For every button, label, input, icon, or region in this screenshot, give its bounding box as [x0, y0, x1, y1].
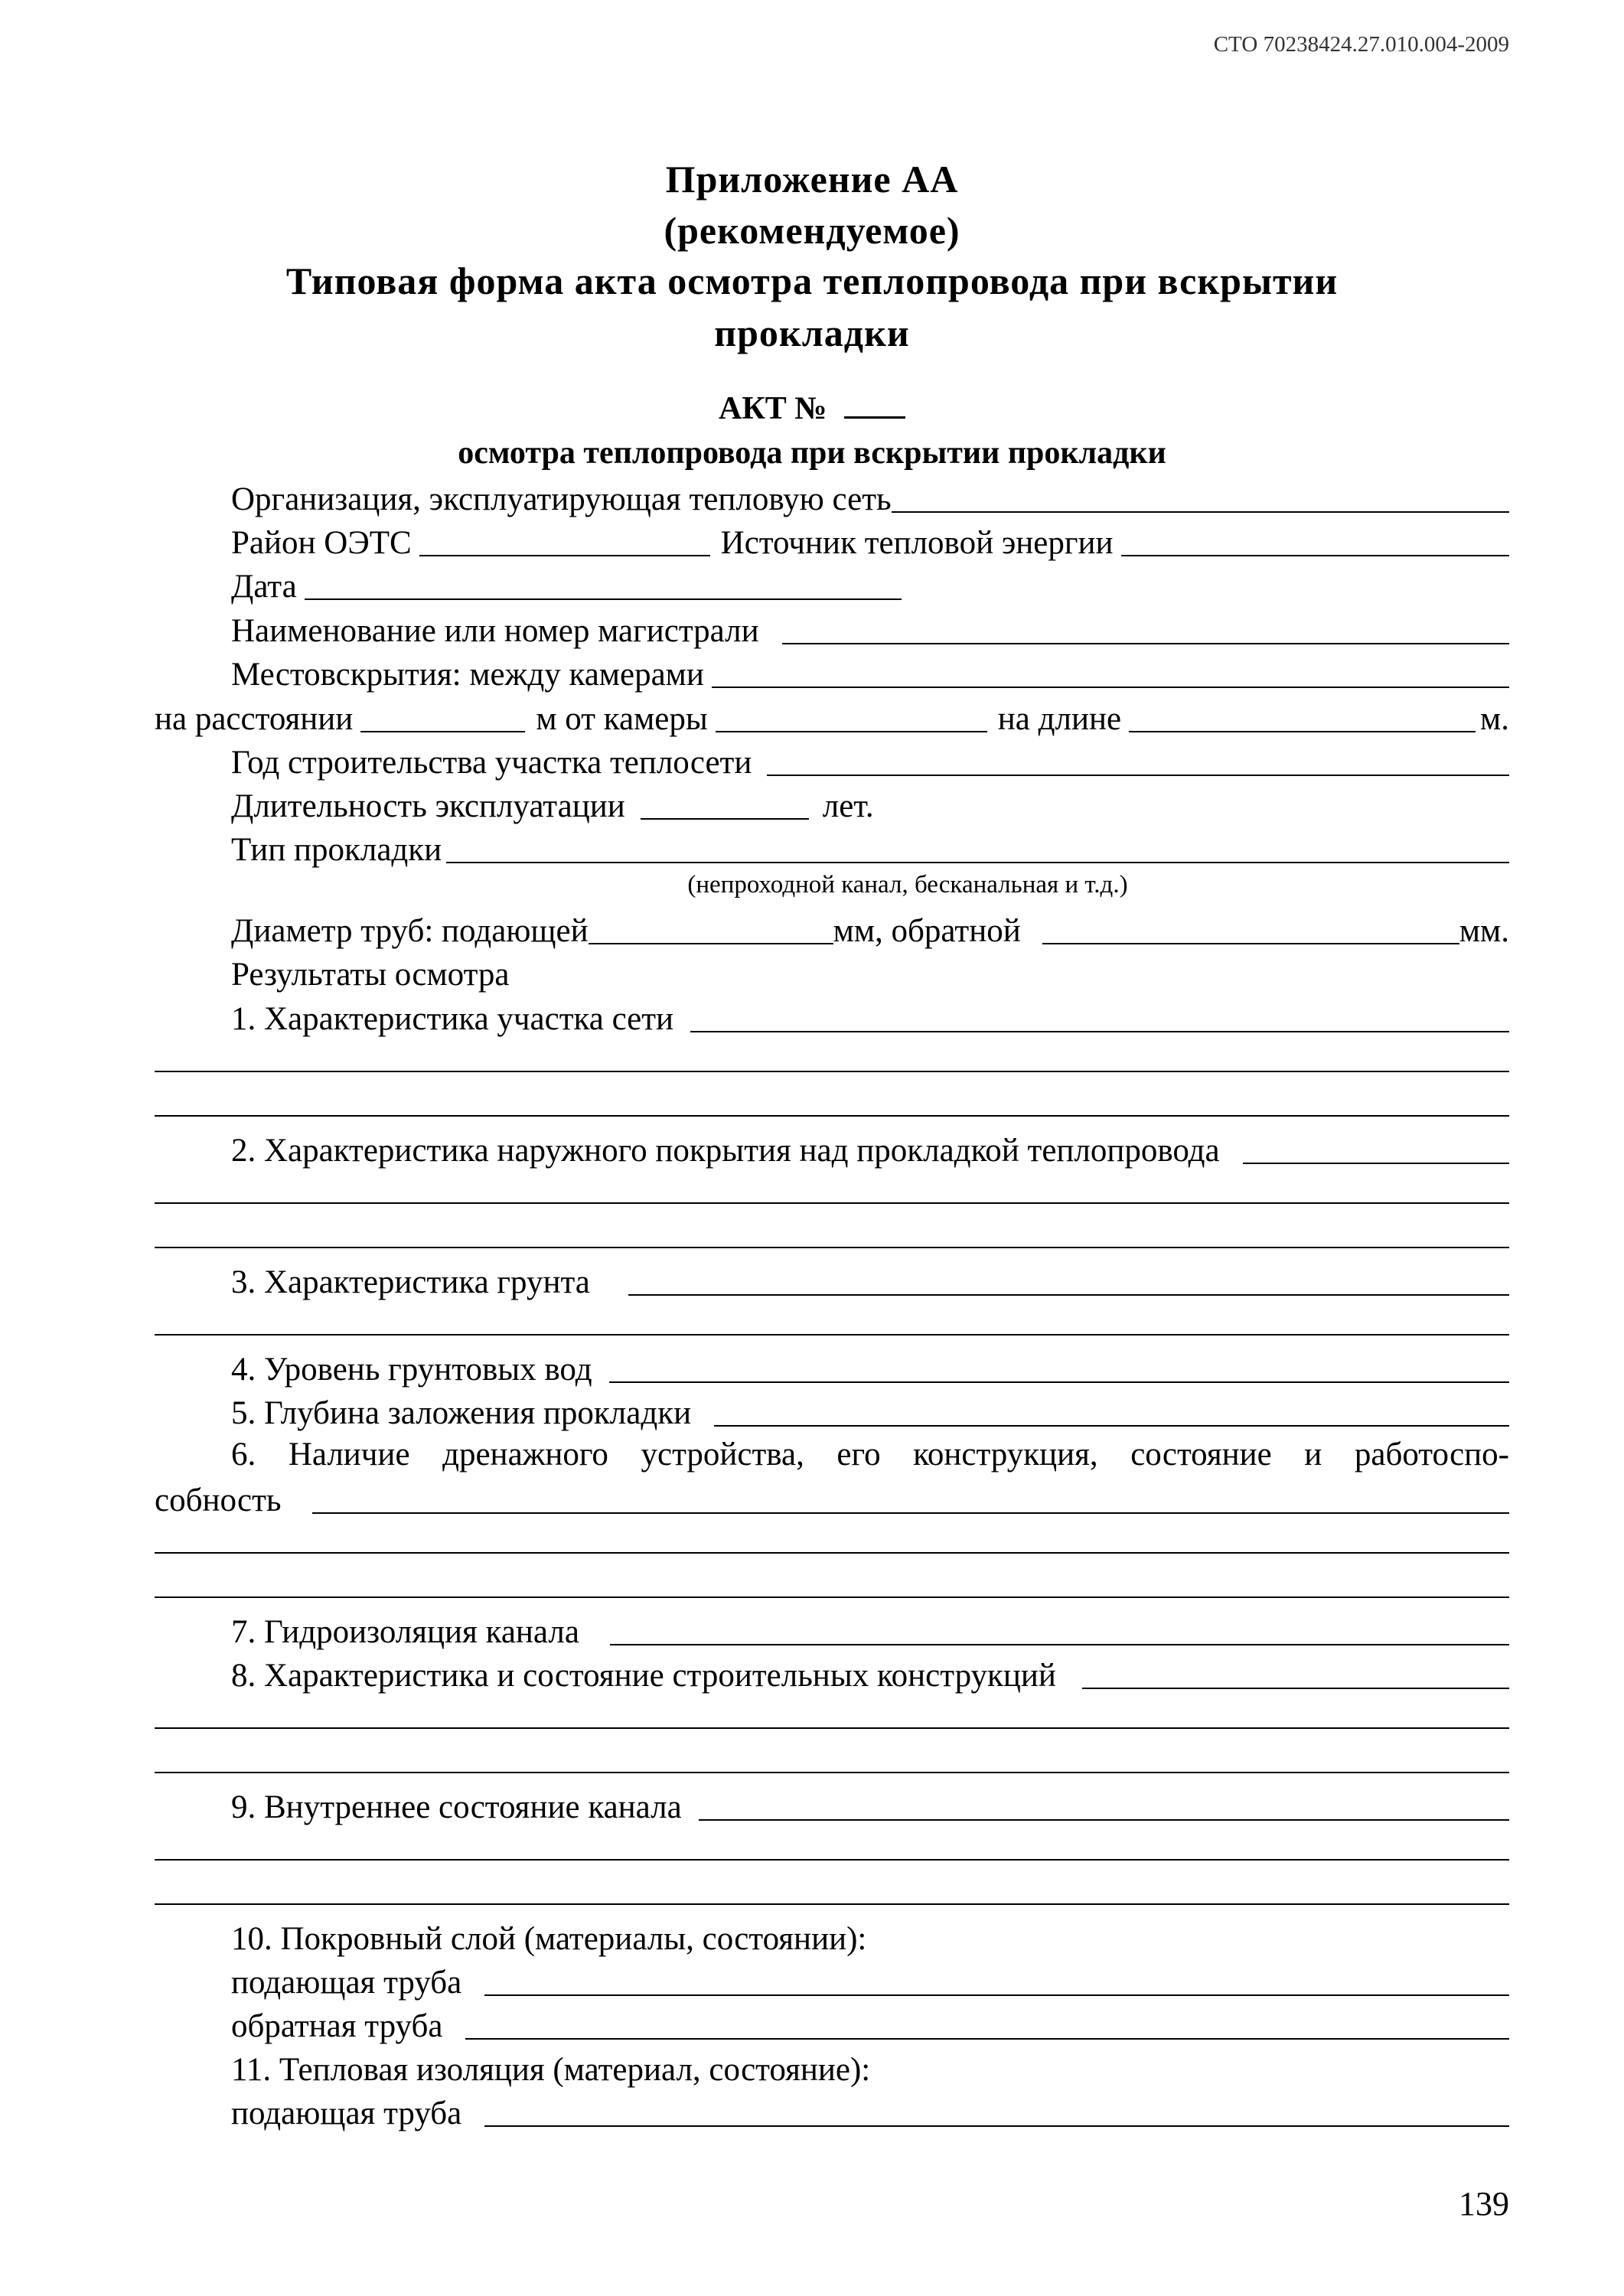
distance-from-camera-label: м от камеры [536, 701, 708, 737]
main-name-row [231, 606, 1509, 651]
item9-extra-line-2[interactable] [155, 1903, 1509, 1905]
item5-row [231, 1388, 1509, 1433]
item1-extra-line-1[interactable] [155, 1071, 1509, 1072]
date-row [231, 562, 1509, 606]
item6-label-line2: собность [155, 1482, 282, 1518]
district-field[interactable] [419, 555, 710, 556]
diameter-unit: мм. [1459, 913, 1509, 949]
item11-supply-row [231, 2089, 1509, 2133]
item2-extra-line-1[interactable] [155, 1202, 1509, 1204]
item9-label: 9. Внутреннее состояние канала [231, 1789, 682, 1825]
item5-label: 5. Глубина заложения прокладки [231, 1395, 692, 1431]
item8-label: 8. Характеристика и состояние строительных конструкций [231, 1658, 1056, 1694]
length-unit: м. [1480, 701, 1509, 737]
item2-row [231, 1126, 1509, 1170]
service-duration-field[interactable] [641, 818, 809, 820]
item10-return-row [231, 2001, 1509, 2046]
diameter-supply-field[interactable] [589, 943, 833, 944]
laying-type-field[interactable] [446, 862, 1509, 863]
item11-label: 11. Тепловая изоляция (материал, состояние): [231, 2052, 871, 2088]
act-number [0, 390, 1624, 427]
service-duration-row [231, 781, 1509, 826]
item10-supply-label: подающая труба [231, 1965, 462, 2001]
item7-label: 7. Гидроизоляция канала [231, 1614, 579, 1650]
item9-field[interactable] [699, 1819, 1509, 1821]
item2-extra-line-2[interactable] [155, 1247, 1509, 1248]
results-heading-row [231, 950, 1509, 994]
build-year-row [231, 738, 1509, 782]
main-name-field[interactable] [782, 643, 1509, 644]
item10-return-label: обратная труба [231, 2008, 443, 2044]
years-label: лет. [822, 788, 874, 824]
appendix-title: Приложение АА [665, 158, 959, 201]
diameter-return-field[interactable] [1042, 943, 1459, 944]
item3-field[interactable] [628, 1294, 1509, 1296]
distance-label: на расстоянии [155, 701, 354, 737]
distance-row [155, 694, 1509, 739]
appendix-status: (рекомендуемое) [664, 209, 960, 252]
item4-field[interactable] [609, 1381, 1509, 1383]
laying-type-label: Тип прокладки [231, 832, 442, 868]
item1-label: 1. Характеристика участка сети [231, 1001, 674, 1037]
item1-extra-line-2[interactable] [155, 1115, 1509, 1117]
item10-return-field[interactable] [465, 2038, 1509, 2040]
heat-source-label: Источник тепловой энергии [720, 525, 1114, 561]
results-heading: Результаты осмотра [231, 957, 510, 993]
form-title-line1: Типовая форма акта осмотра теплопровода при вскрытии [285, 259, 1339, 302]
date-field[interactable] [305, 598, 902, 600]
item11-supply-label: подающая труба [231, 2095, 462, 2131]
build-year-label: Год строительства участка теплосети [231, 745, 752, 781]
item6-extra-line-2[interactable] [155, 1596, 1509, 1598]
item8-extra-line-1[interactable] [155, 1727, 1509, 1729]
item9-row [231, 1782, 1509, 1827]
item8-row [231, 1651, 1509, 1695]
main-name-label: Наименование или номер магистрали [231, 613, 759, 649]
act-subtitle: осмотра теплопровода при вскрытии прокладки [458, 435, 1166, 471]
heat-source-field[interactable] [1121, 555, 1509, 556]
item6-label-line1: 6. Наличие дренажного устройства, его конструкция, состояние и работоспо- [231, 1437, 1509, 1473]
item2-label: 2. Характеристика наружного покрытия над прокладкой теплопровода [231, 1133, 1220, 1169]
length-field[interactable] [1129, 731, 1476, 732]
opening-place-label: Местовскрытия: между камерами [231, 657, 704, 693]
diameter-supply-label: Диаметр труб: подающей [231, 913, 589, 949]
organization-label: Организация, эксплуатирующая тепловую сеть [231, 481, 892, 517]
organization-field[interactable] [892, 511, 1509, 513]
page-number: 139 [1459, 2185, 1509, 2223]
opening-place-field[interactable] [712, 687, 1509, 688]
act-number-blank[interactable] [844, 390, 905, 419]
item1-field[interactable] [690, 1031, 1509, 1032]
act-number-label: АКТ № [718, 391, 827, 426]
item10-label: 10. Покровный слой (материалы, состоянии): [231, 1921, 867, 1957]
distance-field[interactable] [360, 731, 525, 732]
length-label: на длине [997, 701, 1122, 737]
item10-supply-row [231, 1958, 1509, 2002]
item6-field[interactable] [312, 1512, 1509, 1514]
date-label: Дата [231, 569, 297, 605]
item6-extra-line-1[interactable] [155, 1552, 1509, 1554]
item2-field[interactable] [1243, 1163, 1509, 1164]
service-duration-label: Длительность эксплуатации [231, 788, 625, 824]
opening-place-row [231, 650, 1509, 694]
form-title-line2: прокладки [714, 311, 910, 354]
item3-extra-line[interactable] [155, 1334, 1509, 1336]
item9-extra-line-1[interactable] [155, 1859, 1509, 1861]
district-row [231, 518, 1509, 563]
standard-code: СТО 70238424.27.010.004-2009 [1213, 32, 1509, 57]
camera-field[interactable] [716, 731, 987, 732]
item3-label: 3. Характеристика грунта [231, 1264, 590, 1300]
item11-row [231, 2045, 1509, 2089]
item4-row [231, 1345, 1509, 1389]
organization-row [231, 475, 1509, 519]
district-label: Район ОЭТС [231, 525, 412, 561]
item11-supply-field[interactable] [484, 2125, 1509, 2127]
laying-type-note: (непроходной канал, бесканальная и т.д.) [687, 871, 1128, 899]
item7-row [231, 1607, 1509, 1652]
item6-row [155, 1476, 1509, 1520]
diameter-row [231, 906, 1509, 951]
item1-row [231, 994, 1509, 1039]
item5-field[interactable] [714, 1425, 1509, 1427]
item8-field[interactable] [1082, 1688, 1509, 1689]
build-year-field[interactable] [767, 775, 1509, 776]
diameter-return-label: мм, обратной [833, 913, 1021, 949]
item10-row [231, 1914, 1509, 1958]
item8-extra-line-2[interactable] [155, 1772, 1509, 1773]
item7-field[interactable] [610, 1644, 1509, 1645]
item3-row [231, 1257, 1509, 1302]
laying-type-row [231, 825, 1509, 869]
item4-label: 4. Уровень грунтовых вод [231, 1352, 592, 1388]
item10-supply-field[interactable] [484, 1994, 1509, 1996]
